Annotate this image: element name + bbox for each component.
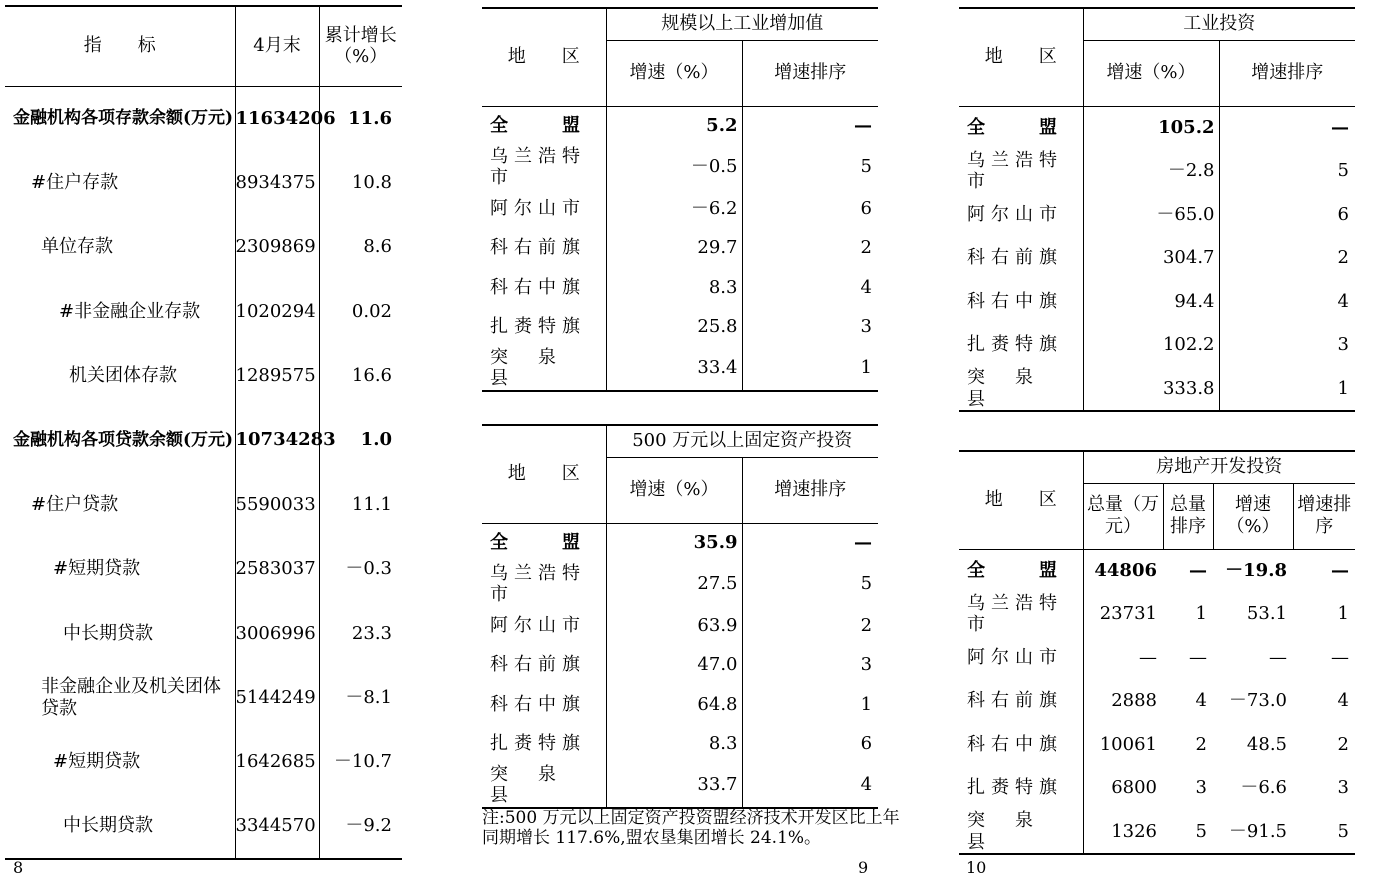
total-rank-value: —	[1189, 560, 1207, 582]
region-name: 突 泉 县	[959, 367, 1083, 411]
rate-value: 27.5	[606, 563, 742, 606]
deposits-loans-table	[5, 5, 402, 860]
indicator-name: 中长期贷款	[5, 601, 235, 665]
table-row	[5, 472, 402, 536]
table-row	[959, 636, 1355, 680]
rank-value: 6	[860, 197, 872, 219]
total-rank-value: 1	[1195, 603, 1207, 625]
table-row	[482, 764, 878, 808]
rate-value: 5.2	[606, 106, 742, 146]
total-rank-value: 5	[1195, 820, 1207, 842]
header-month: 4月末	[235, 6, 319, 86]
table-row	[482, 189, 878, 229]
rank-value: 4	[860, 774, 873, 796]
table-row	[482, 685, 878, 725]
indicator-name: 金融机构各项存款余额(万元)	[5, 86, 235, 150]
rate-header: 增速（%）	[606, 457, 742, 523]
region-name: 突 泉 县	[482, 347, 606, 391]
rank-value: 2	[860, 237, 872, 259]
table-title: 500 万元以上固定资产投资	[606, 425, 878, 457]
rate-value: 25.8	[606, 307, 742, 347]
month-value: 2583037	[235, 537, 319, 601]
table-row	[959, 324, 1355, 368]
rate-value: 33.7	[606, 764, 742, 808]
rank-value: 1	[1337, 377, 1349, 399]
rate-value: 304.7	[1083, 237, 1219, 281]
rate-rank-value: —	[1331, 646, 1349, 668]
indicator-name: 中长期贷款	[5, 794, 235, 858]
rate-value: －19.8	[1225, 560, 1287, 582]
region-name: 阿尔山市	[482, 189, 606, 229]
region-name: 乌兰浩特市	[959, 150, 1083, 194]
table-row	[959, 367, 1355, 411]
growth-value: －8.1	[345, 686, 392, 708]
deposits-loans-body	[5, 86, 402, 859]
table-row	[482, 347, 878, 391]
rate-rank-value: —	[1331, 560, 1349, 582]
rank-value: 2	[1337, 247, 1349, 269]
total-header: 总量（万元）	[1083, 483, 1163, 549]
region-header: 地 区	[959, 451, 1083, 549]
region-name: 阿尔山市	[482, 606, 606, 646]
rate-value: 105.2	[1083, 106, 1219, 150]
region-name: 科右前旗	[482, 228, 606, 268]
industrial-value-body	[482, 106, 878, 391]
month-value: 1289575	[235, 344, 319, 408]
table-row	[482, 106, 878, 146]
rank-header: 增速排序	[1219, 40, 1355, 106]
indicator-name: 单位存款	[5, 215, 235, 279]
month-value: 8934375	[235, 150, 319, 214]
total-value: —	[1139, 646, 1157, 668]
month-value: 5144249	[235, 666, 319, 730]
note-line-1: 注:500 万元以上固定资产投资盟经济技术开发区比上年	[482, 808, 900, 828]
fixed-assets-table	[482, 424, 878, 809]
rank-value: —	[854, 532, 873, 554]
indicator-name: #短期贷款	[5, 730, 235, 794]
region-header: 地 区	[482, 425, 606, 523]
table-row	[482, 645, 878, 685]
total-value: 10061	[1099, 733, 1157, 755]
growth-value: －10.7	[333, 751, 392, 773]
rate-rank-value: 2	[1337, 733, 1349, 755]
rate-value: －0.5	[606, 146, 742, 189]
rate-value: 63.9	[606, 606, 742, 646]
rate-rank-value: 5	[1337, 820, 1349, 842]
rate-value: 33.4	[606, 347, 742, 391]
month-value: 5590033	[235, 472, 319, 536]
total-value: 23731	[1099, 603, 1157, 625]
table-row	[959, 193, 1355, 237]
indicator-name: 金融机构各项贷款余额(万元)	[5, 408, 235, 472]
rank-value: 4	[1337, 290, 1349, 312]
table-title: 房地产开发投资	[1083, 451, 1355, 483]
rate-value: －65.0	[1083, 193, 1219, 237]
table-row	[959, 680, 1355, 724]
table-row	[5, 666, 402, 730]
rate-value: 64.8	[606, 685, 742, 725]
rank-value: 6	[860, 733, 873, 755]
rate-value: －91.5	[1228, 820, 1287, 842]
table-row	[482, 307, 878, 347]
indicator-name: 机关团体存款	[5, 344, 235, 408]
table-title: 规模以上工业增加值	[606, 8, 878, 40]
total-rank-value: 2	[1195, 733, 1207, 755]
total-value: 6800	[1111, 777, 1157, 799]
table-row	[5, 86, 402, 150]
table-row	[959, 723, 1355, 767]
table-row	[5, 279, 402, 343]
fixed-assets-body	[482, 523, 878, 808]
page-number-left: 8	[13, 858, 24, 877]
growth-value: 10.8	[351, 171, 392, 193]
month-value: 1020294	[235, 279, 319, 343]
rate-value: －6.2	[606, 189, 742, 229]
table-row	[482, 724, 878, 764]
table-row	[482, 563, 878, 606]
region-name: 扎赉特旗	[959, 767, 1083, 811]
indicator-name: 非金融企业及机关团体贷款	[5, 666, 235, 730]
region-header: 地 区	[482, 8, 606, 106]
rate-value: 102.2	[1083, 324, 1219, 368]
table-row	[482, 228, 878, 268]
region-name: 科右中旗	[482, 685, 606, 725]
growth-value: 11.6	[348, 107, 392, 129]
region-name: 阿尔山市	[959, 193, 1083, 237]
rank-header: 增速排序	[742, 40, 878, 106]
month-value: 2309869	[235, 215, 319, 279]
growth-value: －9.2	[345, 815, 392, 837]
table-row	[959, 593, 1355, 637]
rank-value: —	[1331, 117, 1349, 139]
page-number-right: 10	[966, 858, 987, 877]
rate-header: 增速（%）	[606, 40, 742, 106]
note-line-2: 同期增长 117.6%,盟农垦集团增长 24.1%。	[482, 828, 822, 848]
region-name: 乌兰浩特市	[482, 146, 606, 189]
indicator-name: #短期贷款	[5, 537, 235, 601]
region-name: 乌兰浩特市	[959, 593, 1083, 637]
region-name: 扎赉特旗	[482, 307, 606, 347]
rank-value: 5	[860, 573, 873, 595]
rank-value: 3	[860, 316, 872, 338]
indicator-name: #住户存款	[5, 150, 235, 214]
total-rank-value: 4	[1195, 690, 1207, 712]
growth-value: 16.6	[351, 364, 392, 386]
rate-value: —	[1269, 646, 1287, 668]
rate-value: 333.8	[1083, 367, 1219, 411]
rate-header: 增速（%）	[1083, 40, 1219, 106]
table-row	[959, 767, 1355, 811]
table-row	[959, 280, 1355, 324]
table-row	[5, 794, 402, 858]
region-header: 地 区	[959, 8, 1083, 106]
region-name: 全 盟	[482, 106, 606, 146]
rate-rank-value: 1	[1337, 603, 1349, 625]
industrial-value-table	[482, 7, 878, 392]
region-name: 科右中旗	[482, 268, 606, 308]
rate-value: 48.5	[1246, 733, 1287, 755]
rate-value: －2.8	[1083, 150, 1219, 194]
region-name: 扎赉特旗	[959, 324, 1083, 368]
month-value: 3006996	[235, 601, 319, 665]
growth-value: 8.6	[363, 236, 392, 258]
total-rank-header: 总量排序	[1163, 483, 1213, 549]
region-name: 乌兰浩特市	[482, 563, 606, 606]
total-value: 1326	[1111, 820, 1157, 842]
region-name: 科右前旗	[959, 680, 1083, 724]
table-row	[959, 810, 1355, 854]
rank-value: 3	[860, 654, 873, 676]
table-row	[482, 268, 878, 308]
table-row	[5, 408, 402, 472]
indicator-name: #住户贷款	[5, 472, 235, 536]
region-name: 突 泉 县	[959, 810, 1083, 854]
region-name: 扎赉特旗	[482, 724, 606, 764]
rank-value: 1	[860, 693, 873, 715]
month-value: 1642685	[235, 730, 319, 794]
region-name: 科右前旗	[482, 645, 606, 685]
region-name: 突 泉 县	[482, 764, 606, 808]
total-rank-value: —	[1189, 646, 1207, 668]
table-row	[5, 344, 402, 408]
total-value: 2888	[1111, 690, 1157, 712]
fixed-assets-note	[482, 808, 900, 848]
rate-rank-value: 3	[1337, 777, 1349, 799]
page-number-middle: 9	[858, 858, 869, 877]
growth-value: 23.3	[351, 622, 392, 644]
rate-rank-header: 增速排序	[1293, 483, 1355, 549]
rate-value: 8.3	[606, 268, 742, 308]
header-indicator: 指 标	[5, 6, 235, 86]
region-name: 科右中旗	[959, 723, 1083, 767]
real-estate-body	[959, 549, 1355, 854]
total-rank-value: 3	[1195, 777, 1207, 799]
rate-value: －73.0	[1228, 690, 1287, 712]
table-row	[482, 606, 878, 646]
table-row	[5, 215, 402, 279]
table-row	[959, 549, 1355, 593]
rank-value: 5	[1337, 160, 1349, 182]
indicator-name: #非金融企业存款	[5, 279, 235, 343]
region-name: 全 盟	[482, 523, 606, 563]
region-name: 全 盟	[959, 549, 1083, 593]
rate-value: 35.9	[606, 523, 742, 563]
growth-value: －0.3	[345, 558, 392, 580]
table-row	[482, 146, 878, 189]
table-row	[5, 537, 402, 601]
month-value: 11634206	[235, 86, 319, 150]
table-row	[959, 150, 1355, 194]
growth-value: 1.0	[360, 429, 392, 451]
table-row	[482, 523, 878, 563]
rate-value: 29.7	[606, 228, 742, 268]
industrial-investment-body	[959, 106, 1355, 411]
table-row	[959, 237, 1355, 281]
rank-header: 增速排序	[742, 457, 878, 523]
rank-value: —	[854, 115, 872, 137]
rate-value: －6.6	[1240, 777, 1287, 799]
total-value: 44806	[1094, 560, 1157, 582]
region-name: 全 盟	[959, 106, 1083, 150]
table-row	[5, 601, 402, 665]
growth-value: 11.1	[351, 493, 392, 515]
table-row	[959, 106, 1355, 150]
table-title: 工业投资	[1083, 8, 1355, 40]
table-row	[5, 150, 402, 214]
rate-rank-value: 4	[1337, 690, 1349, 712]
month-value: 3344570	[235, 794, 319, 858]
region-name: 科右前旗	[959, 237, 1083, 281]
header-growth: 累计增长（%）	[319, 6, 402, 86]
growth-value: 0.02	[351, 300, 392, 322]
rate-value: 53.1	[1246, 603, 1287, 625]
rate-value: 47.0	[606, 645, 742, 685]
rate-value: 8.3	[606, 724, 742, 764]
rank-value: 5	[860, 156, 872, 178]
rate-header: 增速（%）	[1213, 483, 1293, 549]
rank-value: 2	[860, 614, 873, 636]
rate-value: 94.4	[1083, 280, 1219, 324]
region-name: 阿尔山市	[959, 636, 1083, 680]
rank-value: 4	[860, 276, 872, 298]
region-name: 科右中旗	[959, 280, 1083, 324]
month-value: 10734283	[235, 408, 319, 472]
real-estate-table	[959, 450, 1355, 855]
rank-value: 6	[1337, 203, 1349, 225]
industrial-investment-table	[959, 7, 1355, 412]
table-row	[5, 730, 402, 794]
rank-value: 3	[1337, 334, 1349, 356]
rank-value: 1	[860, 357, 872, 379]
